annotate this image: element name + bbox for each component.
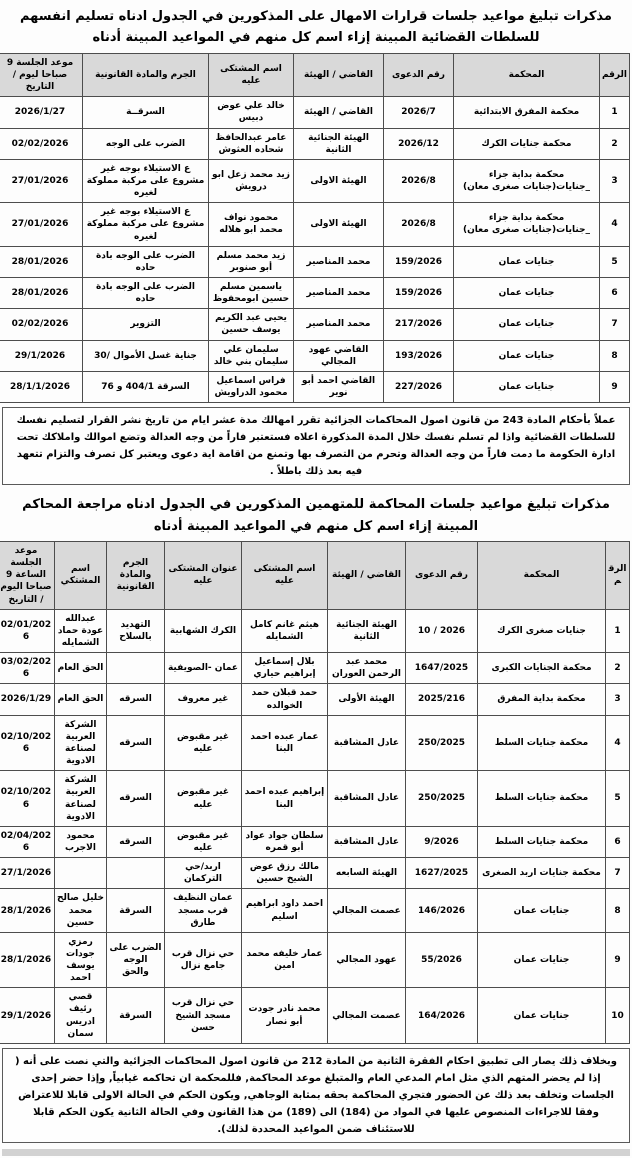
table-cell: محكمة جنايات السلط	[478, 771, 606, 827]
table-header	[0, 53, 630, 96]
table-cell: جنايات عمان	[478, 988, 606, 1044]
table-cell: 3	[606, 684, 630, 715]
table-cell: 1647/2025	[406, 653, 478, 684]
table-cell: 27/01/2026	[0, 203, 83, 246]
table-row	[0, 246, 630, 277]
table-cell: السرقه	[107, 684, 165, 715]
table-cell: عادل المشاقبة	[328, 715, 406, 771]
table-cell: 6	[600, 277, 630, 308]
table-cell: 193/2026	[384, 340, 454, 371]
table-row	[0, 715, 630, 771]
table-cell: محكمة جنايات الكرك	[454, 128, 600, 159]
table-cell: عمار عبده احمد البنا	[242, 715, 328, 771]
table-cell: مالك رزق عوض الشيخ حسين	[242, 858, 328, 889]
table-cell: 159/2026	[384, 277, 454, 308]
table-cell: عامر عبدالحافظ شحاده العثوش	[209, 128, 294, 159]
table-row	[0, 97, 630, 128]
table-cell: 27/01/2026	[0, 159, 83, 202]
column-header: المحكمة	[454, 53, 600, 96]
table-cell: 1	[600, 97, 630, 128]
table-cell: محكمة الجنايات الكبرى	[478, 653, 606, 684]
table-cell	[107, 858, 165, 889]
table-cell: 29/1/2026	[0, 340, 83, 371]
header-row	[0, 541, 630, 609]
table-cell: محمد المناصير	[294, 309, 384, 340]
table-cell: الهيئة الاولى	[294, 203, 384, 246]
table-row	[0, 771, 630, 827]
column-header: رقم الدعوى	[384, 53, 454, 96]
table-cell: يحيى عبد الكريم يوسف حسين	[209, 309, 294, 340]
table-cell	[107, 653, 165, 684]
table-cell: محكمة جنايات السلط	[478, 826, 606, 857]
table-cell: 02/10/2026	[0, 771, 55, 827]
table-cell: محكمة بداية جزاء _جنايات(جنايات صغرى معان)	[454, 203, 600, 246]
table-cell: محمد المناصير	[294, 246, 384, 277]
table-cell: 2	[606, 653, 630, 684]
table-cell: محمد عبد الرحمن العوران	[328, 653, 406, 684]
table-cell: السرقة	[107, 889, 165, 932]
table-cell: جنايات صغرى الكرك	[478, 609, 606, 652]
table-cell: 27/1/2026	[0, 858, 55, 889]
table-cell: 02/10/2026	[0, 715, 55, 771]
table-cell: 250/2025	[406, 771, 478, 827]
header-row	[0, 53, 630, 96]
table-cell: 7	[600, 309, 630, 340]
table-cell: 02/04/2026	[0, 826, 55, 857]
table-cell: 1627/2025	[406, 858, 478, 889]
table-cell: ع الاستيلاء بوجه غير مشروع على مركبة مملوكة لغيره	[83, 159, 209, 202]
table-cell: 7	[606, 858, 630, 889]
table-cell: عادل المشاقبة	[328, 826, 406, 857]
table-cell: محكمة جنايات السلط	[478, 715, 606, 771]
table-cell: 5	[606, 771, 630, 827]
table-cell: 28/1/2026	[0, 889, 55, 932]
table-row	[0, 128, 630, 159]
table-cell: 02/02/2026	[0, 128, 83, 159]
table-cell: الحق العام	[55, 684, 107, 715]
column-header: المحكمة	[478, 541, 606, 609]
table-cell: عمان النظيف قرب مسجد طارق	[165, 889, 242, 932]
table-body	[0, 97, 630, 403]
table-cell: السرقه	[107, 715, 165, 771]
table-cell: 2026/1/27	[0, 97, 83, 128]
table-cell: 2026/8	[384, 159, 454, 202]
table-cell: القاضي / الهيئة	[294, 97, 384, 128]
table-cell: الشركة العربية لصناعة الادوية	[55, 771, 107, 827]
table-cell: التهديد بالسلاح	[107, 609, 165, 652]
table-row	[0, 826, 630, 857]
column-header: رقم الدعوى	[406, 541, 478, 609]
table-cell: عصمت المجالي	[328, 889, 406, 932]
column-header: الرقم	[606, 541, 630, 609]
table-cell: 02/01/2026	[0, 609, 55, 652]
table-row	[0, 653, 630, 684]
table-cell: 2026/7	[384, 97, 454, 128]
table-cell: سلطان جواد عواد أبو قمره	[242, 826, 328, 857]
table-cell: محمد المناصير	[294, 277, 384, 308]
table-cell: 55/2026	[406, 932, 478, 988]
table-cell: 2026/8	[384, 203, 454, 246]
column-header: الرقم	[600, 53, 630, 96]
table-body	[0, 609, 630, 1043]
table-row	[0, 932, 630, 988]
column-header: الجرم والمادة القانونية	[83, 53, 209, 96]
table-cell: 217/2026	[384, 309, 454, 340]
scan-edge-strip	[2, 1149, 630, 1156]
table-cell: جنايات عمان	[454, 340, 600, 371]
table-cell: عصمت المجالي	[328, 988, 406, 1044]
table-cell: 4	[606, 715, 630, 771]
table-cell: القاضي احمد أبو نوير	[294, 371, 384, 402]
table-cell: سليمان علي سليمان بني خالد	[209, 340, 294, 371]
column-header: الجرم والمادة القانونية	[107, 541, 165, 609]
table-row	[0, 684, 630, 715]
table-cell: الضرب على الوجه بادة حاده	[83, 277, 209, 308]
table-cell: حي نزال قرب مسجد الشيخ حسن	[165, 988, 242, 1044]
table-cell: 2026/12	[384, 128, 454, 159]
table-row	[0, 858, 630, 889]
table-cell: 164/2026	[406, 988, 478, 1044]
table-cell: غير مقبوض عليه	[165, 715, 242, 771]
table-cell: خليل صالح محمد حسين	[55, 889, 107, 932]
table-cell: الضرب على الوجه والحق	[107, 932, 165, 988]
table-cell: 5	[600, 246, 630, 277]
table-cell: 3	[600, 159, 630, 202]
table-cell: محكمة بداية جزاء _جنايات(جنايات صغرى معان)	[454, 159, 600, 202]
table-cell: 02/02/2026	[0, 309, 83, 340]
table-cell: حي نزال قرب جامع نزال	[165, 932, 242, 988]
table-cell: محكمة المفرق الابتدائية	[454, 97, 600, 128]
table-cell: 9	[600, 371, 630, 402]
table-cell: السرقة	[107, 988, 165, 1044]
table-row	[0, 609, 630, 652]
trial-notices-title: مذكرات تبليغ مواعيد جلسات المحاكمة للمتهمين المذكورين في الجدول ادناه مراجعة المحاكم المبينة إزاء اسم كل منهم في المواعيد المبينة أدناه	[22, 497, 610, 534]
table-cell: 9/2026	[406, 826, 478, 857]
table-cell: 159/2026	[384, 246, 454, 277]
table-cell: عمان -الصويفية	[165, 653, 242, 684]
table-cell: عهود المجالي	[328, 932, 406, 988]
table-cell: محمد نادر جودت أبو نصار	[242, 988, 328, 1044]
table-cell: 8	[606, 889, 630, 932]
table-cell: 29/1/2026	[0, 988, 55, 1044]
table-cell: 250/2025	[406, 715, 478, 771]
table-cell: جنايات عمان	[478, 889, 606, 932]
surrender-notices-title: مذكرات تبليغ مواعيد جلسات قرارات الامهال على المذكورين في الجدول ادناه تسليم انفسهم للسلطات القضائية المبينة إزاء اسم كل منهم في المواعيد المبينة أدناه	[19, 9, 612, 46]
table-cell: السرقه	[107, 771, 165, 827]
table-cell: 4	[600, 203, 630, 246]
table-cell: الهيئة الجنائية الثانية	[328, 609, 406, 652]
table-cell: الهيئة الأولى	[328, 684, 406, 715]
table-cell: جنايات عمان	[478, 932, 606, 988]
column-header: القاضي / الهيئة	[328, 541, 406, 609]
table-cell: ع الاستيلاء بوجه غير مشروع على مركبة مملوكة لغيره	[83, 203, 209, 246]
table-cell: الضرب على الوجه	[83, 128, 209, 159]
table-cell: قصي رئيف ادريس سمان	[55, 988, 107, 1044]
table-row	[0, 309, 630, 340]
table-cell: 6	[606, 826, 630, 857]
column-header: موعد الجلسة الساعة 9 صباحا اليوم / التاريخ	[0, 541, 55, 609]
table-cell: 28/1/2026	[0, 932, 55, 988]
table-cell: السرقة 404/1 و 76	[83, 371, 209, 402]
table-cell: 28/1/1/2026	[0, 371, 83, 402]
table-cell: الهيئة الاولى	[294, 159, 384, 202]
table-cell: 28/01/2026	[0, 277, 83, 308]
table-header	[0, 541, 630, 609]
table-cell: الضرب على الوجه بادة حاده	[83, 246, 209, 277]
table-cell: زيد محمد مسلم أبو صنوبر	[209, 246, 294, 277]
table-cell: عادل المشاقبة	[328, 771, 406, 827]
column-header: اسم المشتكى عليه	[242, 541, 328, 609]
table-cell: الشركة العربية لصناعة الادوية	[55, 715, 107, 771]
table-row	[0, 277, 630, 308]
table-cell: عبدالله عودة حماد الشمايله	[55, 609, 107, 652]
table-cell: 146/2026	[406, 889, 478, 932]
table-cell: 227/2026	[384, 371, 454, 402]
table-cell: 1	[606, 609, 630, 652]
table-cell: اربد/حي التركمان	[165, 858, 242, 889]
table-cell: محكمة بداية المفرق	[478, 684, 606, 715]
table-cell: إبراهيم عبده احمد البنا	[242, 771, 328, 827]
table-cell: ياسمين مسلم حسين ابومحفوظ	[209, 277, 294, 308]
column-header: موعد الجلسة 9 صباحا ليوم / التاريخ	[0, 53, 83, 96]
table-cell: 28/01/2026	[0, 246, 83, 277]
column-header: القاضي / الهيئة	[294, 53, 384, 96]
surrender-notices-table	[0, 53, 630, 403]
table-cell: القاضي عهود المجالي	[294, 340, 384, 371]
table-cell: التزوير	[83, 309, 209, 340]
table-cell: الكرك الشهابية	[165, 609, 242, 652]
table-cell: جنايات عمان	[454, 309, 600, 340]
table-cell: هيثم غانم كامل الشمايله	[242, 609, 328, 652]
table-cell: غير معروف	[165, 684, 242, 715]
column-header: عنوان المشتكى عليه	[165, 541, 242, 609]
table-cell: 03/02/2026	[0, 653, 55, 684]
table-row	[0, 889, 630, 932]
table-row	[0, 371, 630, 402]
table-cell: 10 / 2026	[406, 609, 478, 652]
table-cell: السرقه	[107, 826, 165, 857]
table-row	[0, 203, 630, 246]
trial-notices-table	[0, 541, 630, 1044]
table-cell: جنايات عمان	[454, 371, 600, 402]
table-cell: الحق العام	[55, 653, 107, 684]
table-cell: غير مقبوض عليه	[165, 771, 242, 827]
table-row	[0, 988, 630, 1044]
table-cell: الهيئة السابعه	[328, 858, 406, 889]
table-cell: عمار خليفه محمد امين	[242, 932, 328, 988]
table-cell: 2026/1/29	[0, 684, 55, 715]
table-cell: الهيئة الجنائية الثانية	[294, 128, 384, 159]
table-cell: حمد قبلان حمد الخوالده	[242, 684, 328, 715]
table-cell: رمزي جودات يوسف احمد	[55, 932, 107, 988]
table-cell: جنايات عمان	[454, 246, 600, 277]
article-212-notice: وبخلاف ذلك يصار الى تطبيق احكام الفقرة الثانية من المادة 212 من قانون اصول المحاكمات الجزائية والتي نصت على أنه ( إذا لم يحضر المتهم الذي مثل امام المدعي العام والمتبلغ موعد المحاكمة, فللمحكمة ان تحاكمه غيابياً, وإذا حضر إحدى الجلسات وتخلف بعد ذلك عن الحضور فتجري المحاكمة بحقه بمثابة الوجاهي, ويكون الحكم في الحالة الاولى قابلا للاعتراض وفقا للاجراءات المنصوص عليها في المواد من (184) الى (189) من هذا القانون وفي الحالة الثانية يكون الحكم قابلا للاستئناف ضمن المواعيد المحددة لذلك).	[2, 1048, 630, 1143]
column-header: اسم المشتكى عليه	[209, 53, 294, 96]
table-cell: محمود نواف محمد ابو هلاله	[209, 203, 294, 246]
table-cell: 2025/216	[406, 684, 478, 715]
table-cell: محمود الاجرب	[55, 826, 107, 857]
table-cell: جنايات عمان	[454, 277, 600, 308]
table-cell: السرقــة	[83, 97, 209, 128]
table-cell: 2	[600, 128, 630, 159]
table-cell: خالد علي عوض دبيس	[209, 97, 294, 128]
table-row	[0, 159, 630, 202]
table-cell: 8	[600, 340, 630, 371]
table-cell: فراس اسماعيل محمود الدراويش	[209, 371, 294, 402]
column-header: اسم المشتكي	[55, 541, 107, 609]
table-cell: غير مقبوض عليه	[165, 826, 242, 857]
table-cell: محكمة جنايات اربد الصغرى	[478, 858, 606, 889]
table-row	[0, 340, 630, 371]
table-cell: بلال إسماعيل إبراهيم حياري	[242, 653, 328, 684]
table-cell: 10	[606, 988, 630, 1044]
table-cell: 9	[606, 932, 630, 988]
table-cell	[55, 858, 107, 889]
table-cell: زيد محمد زعل ابو درويش	[209, 159, 294, 202]
article-243-notice: عملاً بأحكام المادة 243 من قانون اصول المحاكمات الجزائية تقرر امهالك مدة عشر ايام من تاريخ نشر القرار لتسليم نفسك للسلطات القضائية واذا لم تسلم نفسك خلال المدة المذكورة اعلاه فستعتبر فاراً من وجه العدالة وتضع اموالك واملاكك تحت ادارة الحكومة ما دمت فاراً من وجه العدالة وتحرم من التصرف بها وتمنع من اقامة اية دعوى ويعتبر كل تصرف والتزام تتعهد فيه بعد ذلك باطلاً .	[2, 407, 630, 485]
table-cell: جناية غسل الأموال /30	[83, 340, 209, 371]
table-cell: احمد داود ابراهيم اسليم	[242, 889, 328, 932]
